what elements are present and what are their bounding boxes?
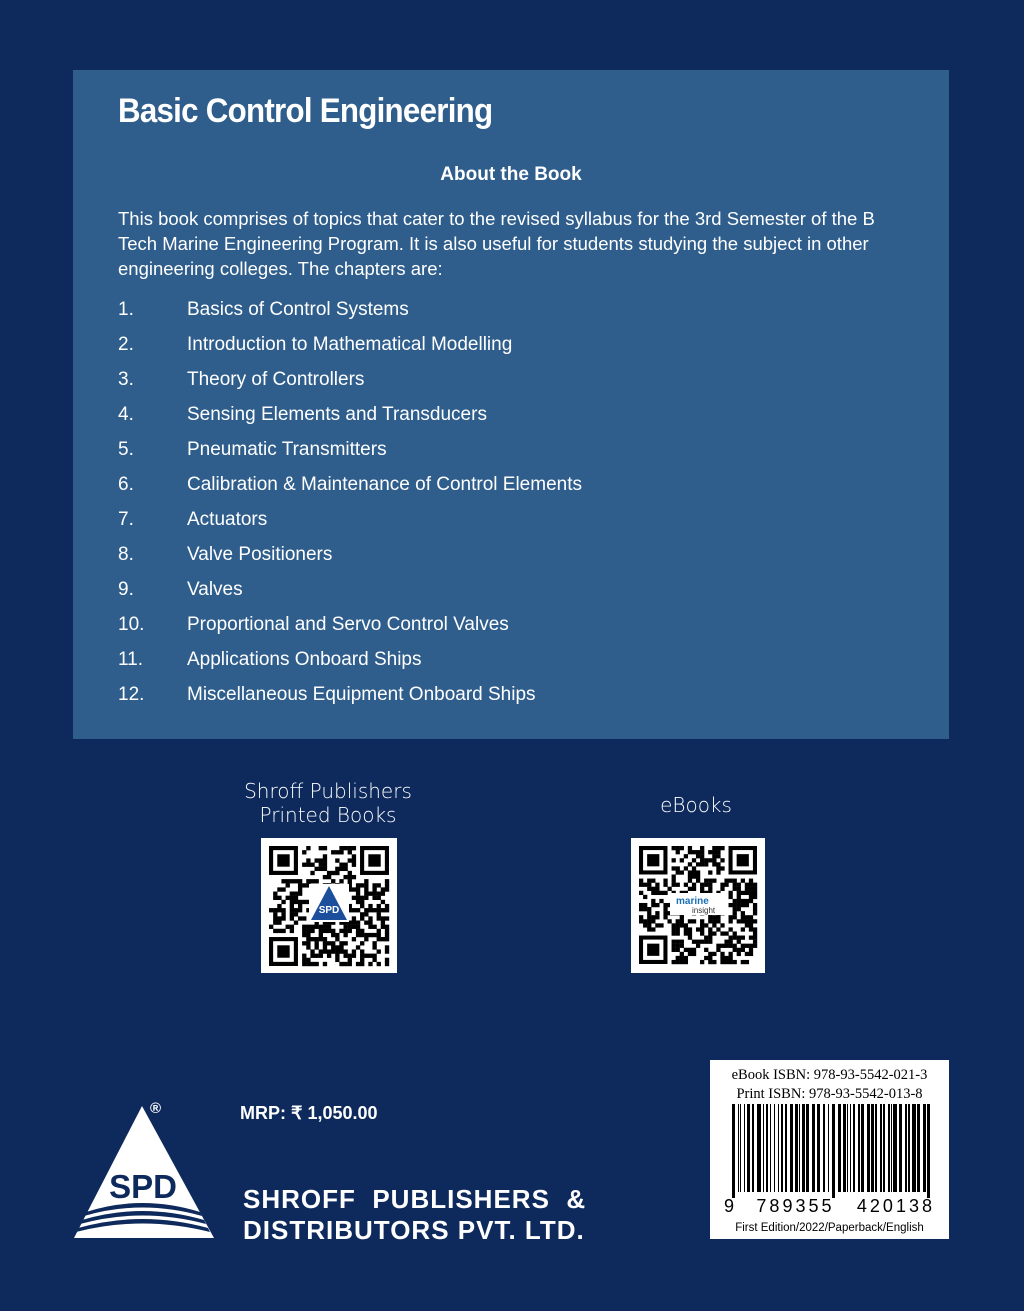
chapter-title: Theory of Controllers	[187, 368, 365, 390]
chapter-item	[118, 677, 898, 712]
book-title: Basic Control Engineering	[118, 92, 493, 130]
chapter-item	[118, 502, 898, 537]
chapter-item	[118, 467, 898, 502]
chapter-item	[118, 292, 898, 327]
intro-paragraph: This book comprises of topics that cater to the revised syllabus for the 3rd Semester of the B Tech Marine Engineering Program. It is also useful for students studying the subject in other engineering colleges. The chapters are:	[118, 208, 875, 279]
printed-books-line1: Shroff Publishers	[244, 779, 412, 803]
chapter-number: 8.	[118, 543, 134, 565]
company-name-line2: DISTRIBUTORS PVT. LTD.	[243, 1215, 585, 1245]
chapter-title: Miscellaneous Equipment Onboard Ships	[187, 683, 536, 705]
chapter-number: 1.	[118, 298, 134, 320]
qr-logo-text: marine	[676, 896, 709, 907]
chapter-number: 12.	[118, 683, 145, 705]
chapter-title: Basics of Control Systems	[187, 298, 409, 320]
isbn-barcode-box	[710, 1060, 949, 1239]
about-panel	[73, 70, 949, 739]
qr-code-graphic	[261, 838, 397, 973]
company-name-line1: SHROFF PUBLISHERS &	[243, 1184, 587, 1214]
spd-logo-text: SPD	[109, 1168, 177, 1205]
qr-logo-text: insight	[692, 906, 716, 915]
qr-code-graphic	[631, 838, 765, 973]
chapter-title: Pneumatic Transmitters	[187, 438, 387, 460]
chapter-number: 10.	[118, 613, 145, 635]
chapter-item	[118, 432, 898, 467]
chapter-title: Valve Positioners	[187, 543, 333, 565]
mrp-price: MRP: ₹ 1,050.00	[240, 1103, 378, 1123]
barcode-digits-left: 789355	[756, 1196, 835, 1216]
about-heading: About the Book	[440, 164, 582, 185]
edition-info: First Edition/2022/Paperback/English	[735, 1222, 924, 1234]
ebooks-qr-code[interactable]	[631, 838, 765, 973]
printed-books-line2: Printed Books	[259, 803, 397, 827]
chapter-item	[118, 362, 898, 397]
chapter-title: Applications Onboard Ships	[187, 648, 422, 670]
chapter-item	[118, 607, 898, 642]
print-isbn: Print ISBN: 978-93-5542-013-8	[736, 1086, 923, 1102]
chapter-number: 9.	[118, 578, 134, 600]
printed-books-label	[228, 779, 428, 827]
chapter-title: Calibration & Maintenance of Control Elements	[187, 473, 582, 495]
chapter-item	[118, 642, 898, 677]
chapter-title: Proportional and Servo Control Valves	[187, 613, 509, 635]
spd-logo	[72, 1100, 217, 1240]
barcode-digits-right: 420138	[856, 1196, 935, 1216]
chapter-list	[118, 292, 898, 712]
chapter-number: 2.	[118, 333, 134, 355]
qr-logo-text: SPD	[318, 905, 340, 916]
chapter-number: 6.	[118, 473, 134, 495]
ebooks-label: eBooks	[660, 793, 732, 817]
chapter-number: 7.	[118, 508, 134, 530]
chapter-number: 11.	[118, 648, 144, 670]
registered-mark: ®	[150, 1100, 162, 1117]
chapter-item	[118, 572, 898, 607]
ebook-isbn: eBook ISBN: 978-93-5542-021-3	[731, 1067, 928, 1083]
chapter-number: 4.	[118, 403, 134, 425]
printed-books-qr-code[interactable]	[261, 838, 397, 973]
chapter-title: Valves	[187, 578, 243, 600]
barcode-digits	[724, 1196, 935, 1217]
chapter-number: 5.	[118, 438, 134, 460]
chapter-title: Introduction to Mathematical Modelling	[187, 333, 513, 355]
company-name	[243, 1184, 586, 1246]
chapter-title: Actuators	[187, 508, 268, 530]
chapter-item	[118, 537, 898, 572]
chapter-item	[118, 397, 898, 432]
chapter-number: 3.	[118, 368, 134, 390]
barcode-lead-digit: 9	[724, 1196, 735, 1216]
chapter-item	[118, 327, 898, 362]
barcode-graphic	[732, 1104, 932, 1198]
chapter-title: Sensing Elements and Transducers	[187, 403, 487, 425]
